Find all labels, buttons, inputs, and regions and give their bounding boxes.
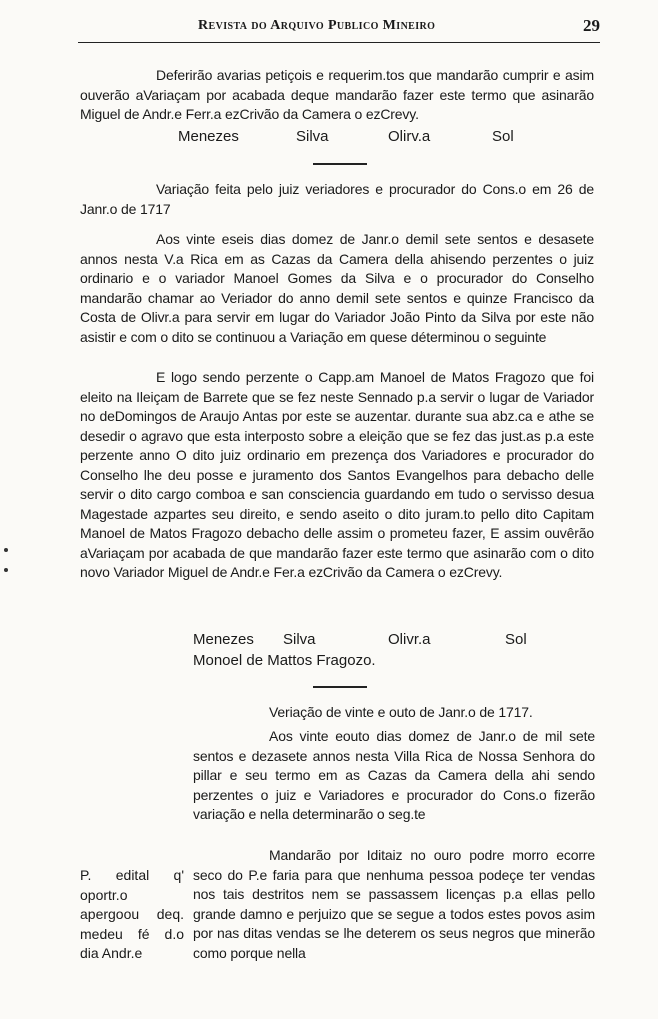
paragraph-deferiram: Deferirão avarias petiçois e requerim.tos que mandarão cumprir e asim ouverão aVariaçam por acabada deque mandarão fazer este termo que asinarão Miguel de Andr.e Ferr.a ezCrivão da Camera o ezCrevy. [80, 67, 594, 122]
signature-menezes: Menezes [178, 128, 239, 145]
signature-silva-2: Silva [283, 631, 316, 648]
signature-olivr: Olirv.a [388, 128, 431, 145]
section-divider-2 [313, 686, 367, 688]
section-heading-28-jan: Veriação de vinte e outo de Janr.o de 1717. [269, 704, 533, 720]
signature-menezes-2: Menezes [193, 631, 254, 648]
signature-line-2 [0, 631, 658, 651]
paragraph-e-logo: E logo sendo perzente o Capp.am Manoel de Matos Fragozo que foi eleito na Ileiçam de Barrete que se fez neste Sennado p.a servir o lugar de Variador no deDomingos de Araujo Antas por este se auzentar. durante sua abz.ca e athe se desedir o agravo que esta interposto sobre a eleição que se fez das just.as p.a este perzente anno O dito juiz ordinario em prezença dos Variadores e procurador do Conselho lhe deu posse e juramento dos Santos Evangelhos para debacho delle servir o dito cargo comboa e san consciencia guardando em tudo o servisso desua Magestade azpartes seu direito, e sendo aseito o dito juram.to pello dito Capitam Manoel de Matos Fragozo debacho delle assim o prometeu fazer, E assim ouvêrão aVariaçam por acabada de que mandarão fazer este termo que asinarão com o dito novo Variador Miguel de Andr.e Fer.a ezCrivão da Camera o ezCrevy. [80, 369, 594, 580]
journal-title: Revista do Arquivo Publico Mineiro [198, 18, 436, 33]
section-divider-1 [313, 163, 367, 165]
margin-dot-2 [4, 568, 8, 572]
signature-line-1 [0, 128, 658, 148]
page-number: 29 [583, 16, 600, 35]
signature-fragozo-text: Monoel de Mattos Fragozo. [193, 652, 376, 669]
marginal-note: P. edital q' oportr.o apergoou deq. medeu fé d.o dia Andr.e [80, 867, 184, 961]
running-header [78, 10, 600, 43]
paragraph-aos-vinte-eouto: Aos vinte eouto dias domez de Janr.o de mil sete sentos e dezasete annos nesta Villa Rica de Nossa Senhora do pillar e seu termo em as Cazas da Camera della ahi sendo perzentes o juiz e Variadores e procurador do Cons.o fizerão variação e nella determinarão o seg.te [193, 728, 595, 822]
signature-sol: Sol [492, 128, 514, 145]
signature-olivr-2: Olivr.a [388, 631, 431, 648]
signature-sol-2: Sol [505, 631, 527, 648]
signature-fragozo [193, 652, 493, 672]
margin-dot-1 [4, 548, 8, 552]
signature-silva: Silva [296, 128, 329, 145]
paragraph-aos-vinte-eseis: Aos vinte eseis dias domez de Janr.o demil sete sentos e desasete annos nesta V.a Rica em as Cazas da Camera della ahisendo perzentes o juiz ordinario e o variador Manoel Gomes da Silva e o procurador do Conselho mandarão chamar ao Veriador do anno demil sete sentos e quinze Francisco da Costa de Olivr.a para servir em lugar do Variador João Pinto da Silva por este não asistir e com o dito se continuou a Variação em quese déterminou o seguinte [80, 231, 594, 345]
paragraph-mandarao: Mandarão por Iditaiz no ouro podre morro ecorre seco do P.e faria para que nenhuma pessoa podeçe ter vendas nos tais destritos nem se passassem licenças p.a ellas pello grande damno e perjuizo que se segue a todos estes povos asim por nas ditas vendas se lhe deterem os seus negros que minerão como porque nella [193, 847, 595, 961]
section-heading-26-jan: Variação feita pelo juiz veriadores e procurador do Cons.o em 26 de Janr.o de 1717 [80, 181, 594, 217]
